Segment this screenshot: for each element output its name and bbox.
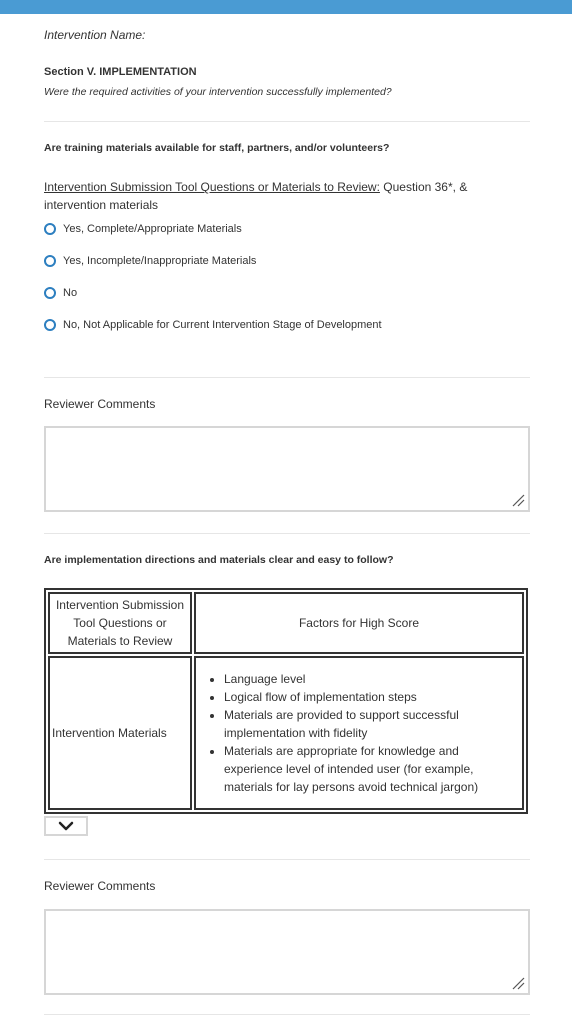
list-item: • Logical flow of implementation steps [224,688,518,706]
divider [44,1014,530,1015]
radio-button[interactable] [44,287,56,299]
resize-grip-icon[interactable] [511,493,525,507]
table-row [48,656,524,810]
factors-list [224,670,518,796]
divider [44,533,530,534]
table-header-row [48,592,524,654]
radio-label: No [63,287,78,299]
question-1-title: Are training materials available for staff, partners, and/or volunteers? [44,142,390,154]
table-cell-factors [194,656,524,810]
top-bar [0,0,572,14]
table-header-factors: Factors for High Score [194,592,524,654]
radio-button[interactable] [44,319,56,331]
radio-label: Yes, Complete/Appropriate Materials [63,223,242,235]
materials-to-review-link: Intervention Submission Tool Questions or Materials to Review: [44,180,380,194]
section-subtitle: Were the required activities of your intervention successfully implemented? [44,86,392,98]
list-item: • Materials are appropriate for knowledge and experience level of intended user (for example, materials for lay persons avoid technical jargon) [224,742,518,796]
question-2-title: Are implementation directions and materials clear and easy to follow? [44,554,394,566]
radio-option-yes-incomplete[interactable] [44,255,256,267]
list-item: • Materials are provided to support successful implementation with fidelity [224,706,518,742]
radio-button[interactable] [44,255,56,267]
reviewer-comments-input-2[interactable] [44,909,530,995]
radio-option-not-applicable[interactable] [44,319,382,331]
divider [44,859,530,860]
list-item: • Language level [224,670,518,688]
reviewer-comments-label: Reviewer Comments [44,397,156,411]
radio-label: No, Not Applicable for Current Intervention Stage of Development [63,319,382,331]
section-title: Section V. IMPLEMENTATION [44,66,197,78]
divider [44,377,530,378]
resize-grip-icon[interactable] [511,976,525,990]
radio-label: Yes, Incomplete/Inappropriate Materials [63,255,257,267]
radio-option-yes-complete[interactable] [44,223,242,235]
table-cell-materials: Intervention Materials [48,656,192,810]
reviewer-comments-input-1[interactable] [44,426,530,512]
radio-option-no[interactable] [44,287,77,299]
collapse-toggle-button[interactable] [44,816,88,836]
criteria-table [44,588,528,814]
divider [44,121,530,122]
chevron-down-icon [58,821,74,831]
reviewer-comments-label: Reviewer Comments [44,879,156,893]
materials-to-review [44,178,514,214]
table-header-materials: Intervention Submission Tool Questions or Materials to Review [48,592,192,654]
intervention-name-label: Intervention Name: [44,28,146,42]
materials-to-review-text: Question 36*, & intervention materials [44,180,468,212]
radio-button[interactable] [44,223,56,235]
